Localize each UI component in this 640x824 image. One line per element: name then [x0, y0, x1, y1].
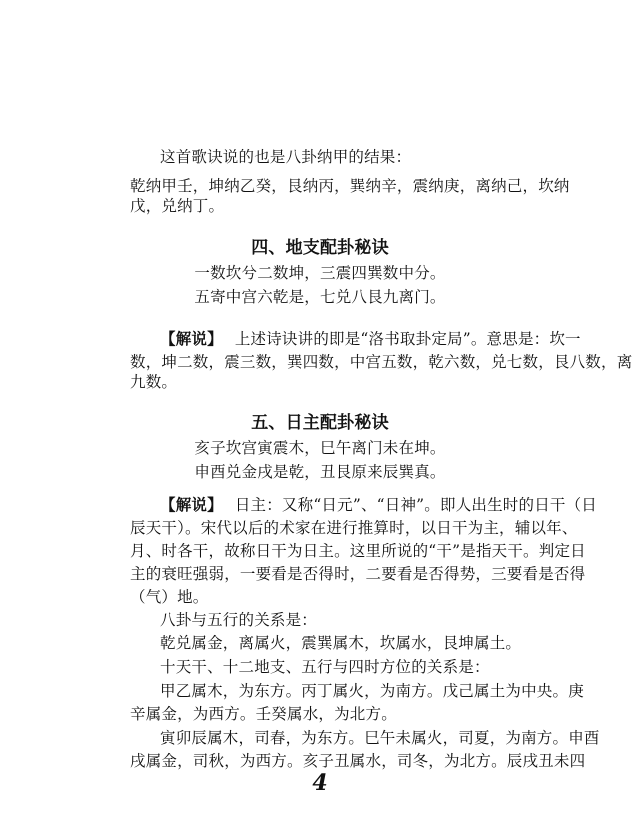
- dizhi-line-1: 寅卯辰属木，司春，为东方。巳午未属火，司夏，为南方。申酉: [160, 729, 600, 747]
- section5-explain-line-1: [160, 495, 598, 515]
- section3-intro: 这首歌诀说的也是八卦纳甲的结果：: [160, 148, 412, 166]
- tiangan-line-1: 甲乙属木，为东方。丙丁属火，为南方。戊己属土为中央。庚: [160, 682, 584, 700]
- wuxing-list: 乾兑属金，离属火，震巽属木，坎属水，艮坤属土。: [160, 634, 522, 652]
- section5-explain-line-4: 主的衰旺强弱，一要看是否得时，二要看是否得势，三要看是否得: [130, 565, 586, 583]
- section5-explain-line-2: 辰天干）。宋代以后的术家在进行推算时，以日干为主，辅以年、: [130, 519, 578, 537]
- section4-explain-line-2: 数，坤二数，震三数，巽四数，中宫五数，乾六数，兑七数，艮八数，离: [130, 353, 633, 371]
- section4-explain-line-3: 九数。: [130, 373, 178, 391]
- section5-explain-tag: 【解说】: [160, 495, 223, 514]
- section5-explain-line-3: 月、时各干，故称日干为日主。这里所说的“干”是指天干。判定日: [130, 542, 586, 560]
- page-number: 4: [312, 770, 328, 796]
- dizhi-line-2: 戌属金，司秋，为西方。亥子丑属水，司冬，为北方。辰戌丑未四: [130, 752, 586, 770]
- section5-explain-text-1: 日主：又称“日元”、“日神”。即人出生时的日干（日: [234, 496, 598, 514]
- section5-verse-line-1: 亥子坎宫寅震木，巳午离门未在坤。: [194, 439, 446, 457]
- section4-explain-text-1: 上述诗诀讲的即是“洛书取卦定局”。意思是：坎一: [234, 330, 581, 348]
- wuxing-intro: 八卦与五行的关系是：: [160, 611, 318, 629]
- section4-heading: 四、地支配卦秘诀: [251, 238, 389, 258]
- section5-verse-line-2: 申酉兑金戌是乾，丑艮原来辰巽真。: [194, 463, 446, 481]
- tiangan-line-2: 辛属金，为西方。壬癸属水，为北方。: [130, 705, 397, 723]
- section4-verse-line-2: 五寄中宫六乾是，七兑八艮九离门。: [194, 288, 446, 306]
- section5-heading: 五、日主配卦秘诀: [251, 413, 389, 433]
- section4-explain-tag: 【解说】: [160, 329, 223, 348]
- section4-explain-line-1: [160, 329, 581, 349]
- section4-verse-line-1: 一数坎兮二数坤，三震四巽数中分。: [194, 264, 446, 282]
- section3-body-line-1: 乾纳甲壬，坤纳乙癸，艮纳丙，巽纳辛，震纳庚，离纳己，坎纳: [130, 177, 570, 195]
- section3-body-line-2: 戊，兑纳丁。: [130, 197, 225, 215]
- section5-explain-line-5: （气）地。: [130, 588, 209, 606]
- fangwei-intro: 十天干、十二地支、五行与四时方位的关系是：: [160, 658, 490, 676]
